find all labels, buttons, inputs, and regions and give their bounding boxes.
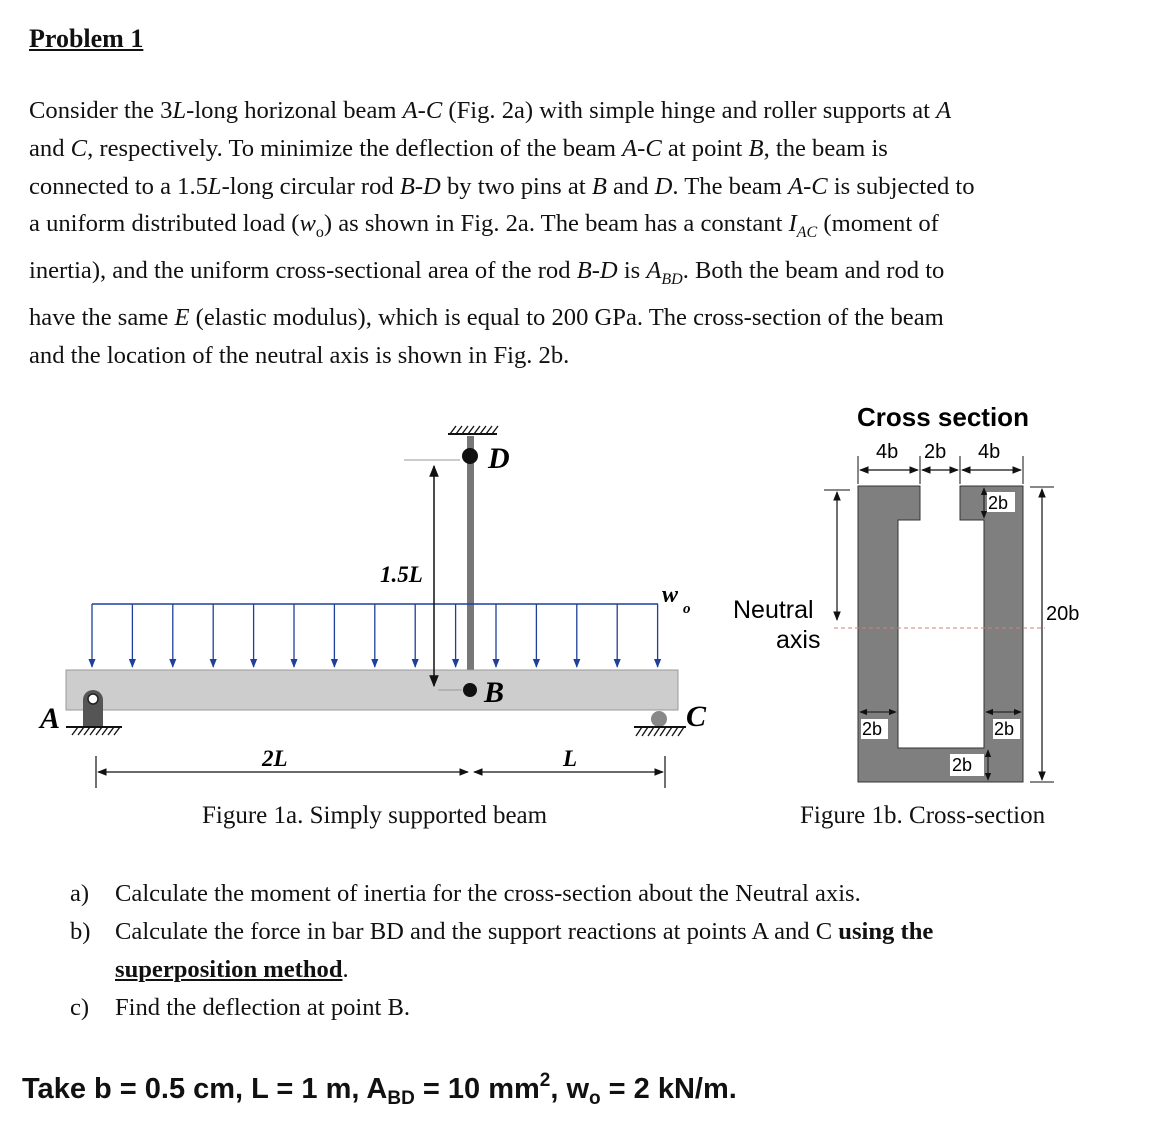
label-load: w <box>662 582 679 608</box>
label-b: B <box>484 676 505 709</box>
dim-top-left: 4b <box>876 441 899 463</box>
caption-figure-1a: Figure 1a. Simply supported beam <box>202 802 548 829</box>
figures <box>0 380 1158 800</box>
question-a: a) Calculate the moment of inertia for the cross-section about the Neutral axis. <box>70 880 861 907</box>
problem-title: Problem 1 <box>29 24 144 53</box>
dim-right-wall: 2b <box>994 719 1015 739</box>
beam-ac <box>66 670 678 710</box>
intro-line-2: and C, respectively. To minimize the deflection of the beam A-C at point B, the beam is <box>29 134 888 162</box>
questions-list <box>70 875 1130 1027</box>
question-c: c) Find the deflection at point B. <box>70 994 411 1021</box>
given-values: Take b = 0.5 cm, L = 1 m, $A_{BD} = 10$ $mm^2$, $w_o = 2$ kN/m. <box>22 1070 737 1109</box>
label-rod-length: 1.5L <box>380 562 423 587</box>
caption-figure-1b: Figure 1b. Cross-section <box>800 802 1046 829</box>
ceiling-support <box>448 426 498 434</box>
intro-line-6: have the same E (elastic modulus), which is equal to 200 GPa. The cross-section of the beam <box>29 303 944 331</box>
figure-1a <box>38 426 707 788</box>
label-d: D <box>488 442 510 475</box>
load-arrows <box>92 604 658 667</box>
intro-line-5: inertia), and the uniform cross-sectional area of the rod B-D is $A_{BD}$. Both the beam and rod to <box>29 257 945 288</box>
label-load-sub: o <box>683 601 691 617</box>
label-span-2l: 2L <box>262 746 288 771</box>
dim-bottom: 2b <box>952 755 973 775</box>
dim-notch: 2b <box>988 493 1009 513</box>
label-span-l: L <box>563 746 578 771</box>
roller-support-c <box>634 711 686 736</box>
cross-section-title: Cross section <box>857 402 1029 432</box>
intro-line-7: and the location of the neutral axis is shown in Fig. 2b. <box>29 341 570 369</box>
pin-d <box>462 448 478 464</box>
question-b: b) Calculate the force in bar BD and the support reactions at points A and C using the superposition method. <box>70 918 934 983</box>
rod-bd <box>467 436 474 690</box>
label-c: C <box>686 700 707 733</box>
intro-line-1: Consider the 3L-long horizonal beam A-C (Fig. 2a) with simple hinge and roller supports at A <box>29 97 952 124</box>
dim-top-right: 4b <box>978 441 1001 463</box>
neutral-axis-label-2: axis <box>776 626 821 654</box>
figure-1b <box>733 402 1084 782</box>
dim-top-mid: 2b <box>924 441 947 463</box>
label-a: A <box>40 702 61 735</box>
problem-statement <box>29 92 1139 374</box>
intro-line-4: a uniform distributed load $(w_o)$ as shown in Fig. 2a. The beam has a constant $I_{AC}$ (moment of <box>29 210 939 242</box>
intro-line-3: connected to a 1.5L-long circular rod B-D by two pins at B and D. The beam A-C is subjected to <box>29 172 975 200</box>
pin-b <box>463 683 477 697</box>
neutral-axis-label-1: Neutral <box>733 596 814 624</box>
dim-left-wall: 2b <box>862 719 883 739</box>
dim-height: 20b <box>1046 603 1080 625</box>
